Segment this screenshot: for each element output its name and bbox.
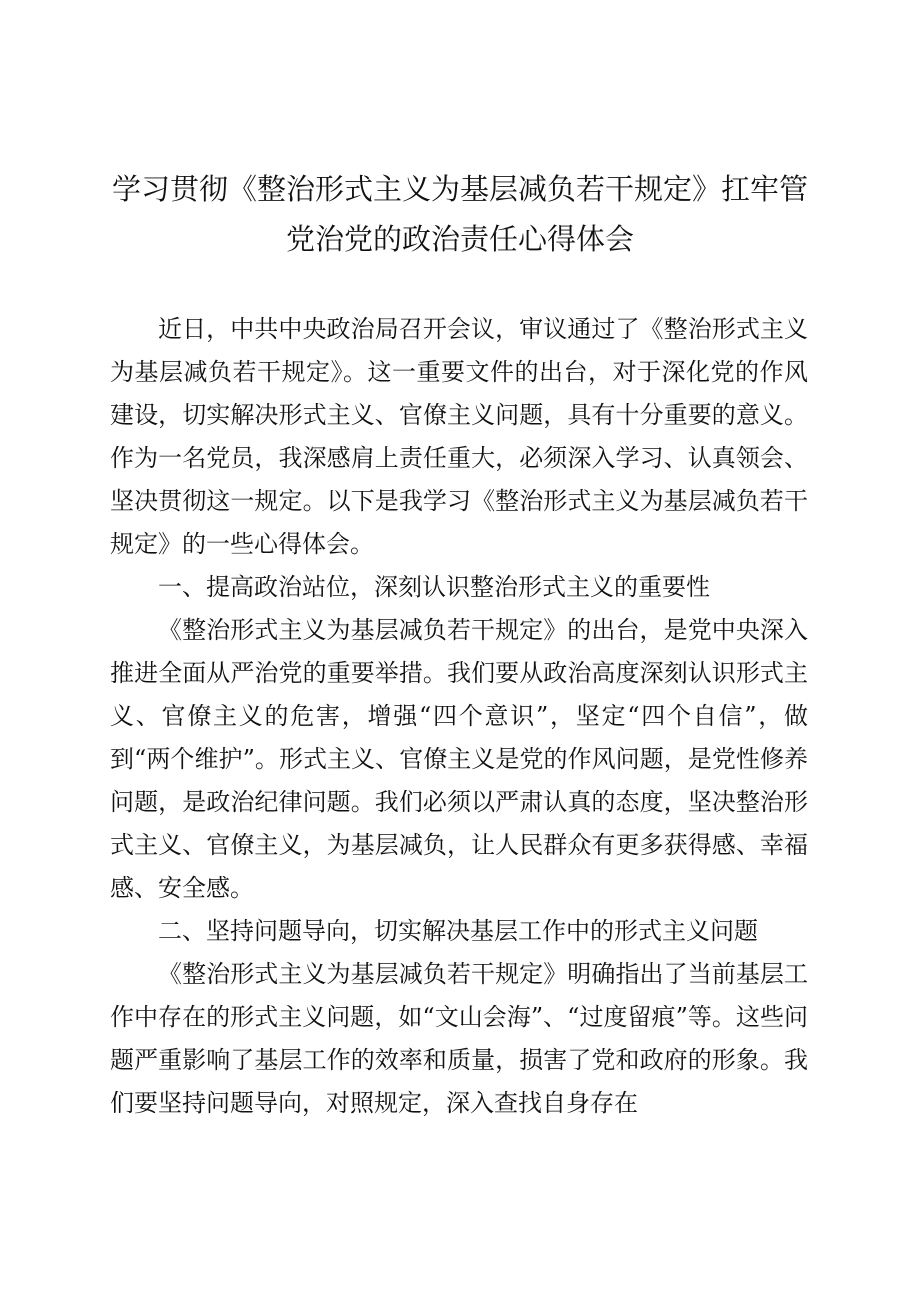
document-title-line-2: 党治党的政治责任心得体会 (285, 222, 634, 256)
section-heading-2: 二、坚持问题导向，切实解决基层工作中的形式主义问题 (158, 917, 758, 945)
paragraph-intro: 近日，中共中央政治局召开会议，审议通过了《整治形式主义为基层减负若干规定》。这一重要文件的出台，对于深化党的作风建设，切实解决形式主义、官僚主义问题，具有十分重要的意义。作为一名党员，我深感肩上责任重大，必须深入学习、认真领会、坚决贯彻这一规定。以下是我学习《整治形式主义为基层减负若干规定》的一些心得体会。 (110, 315, 808, 558)
paragraph-section-1: 《整治形式主义为基层减负若干规定》的出台，是党中央深入推进全面从严治党的重要举措。我们要从政治高度深刻认识形式主义、官僚主义的危害，增强“四个意识”，坚定“四个自信”，做到“两个维护”。形式主义、官僚主义是党的作风问题，是党性修养问题，是政治纪律问题。我们必须以严肃认真的态度，坚决整治形式主义、官僚主义，为基层减负，让人民群众有更多获得感、幸福感、安全感。 (110, 616, 808, 902)
document-title-line-1: 学习贯彻《整治形式主义为基层减负若干规定》扛牢管 (111, 172, 808, 206)
document-body (110, 308, 808, 1125)
paragraph-section-2: 《整治形式主义为基层减负若干规定》明确指出了当前基层工作中存在的形式主义问题，如“文山会海”、“过度留痕”等。这些问题严重影响了基层工作的效率和质量，损害了党和政府的形象。我们要坚持问题导向，对照规定，深入查找自身存在 (110, 960, 808, 1117)
section-heading-1: 一、提高政治站位，深刻认识整治形式主义的重要性 (158, 573, 710, 601)
